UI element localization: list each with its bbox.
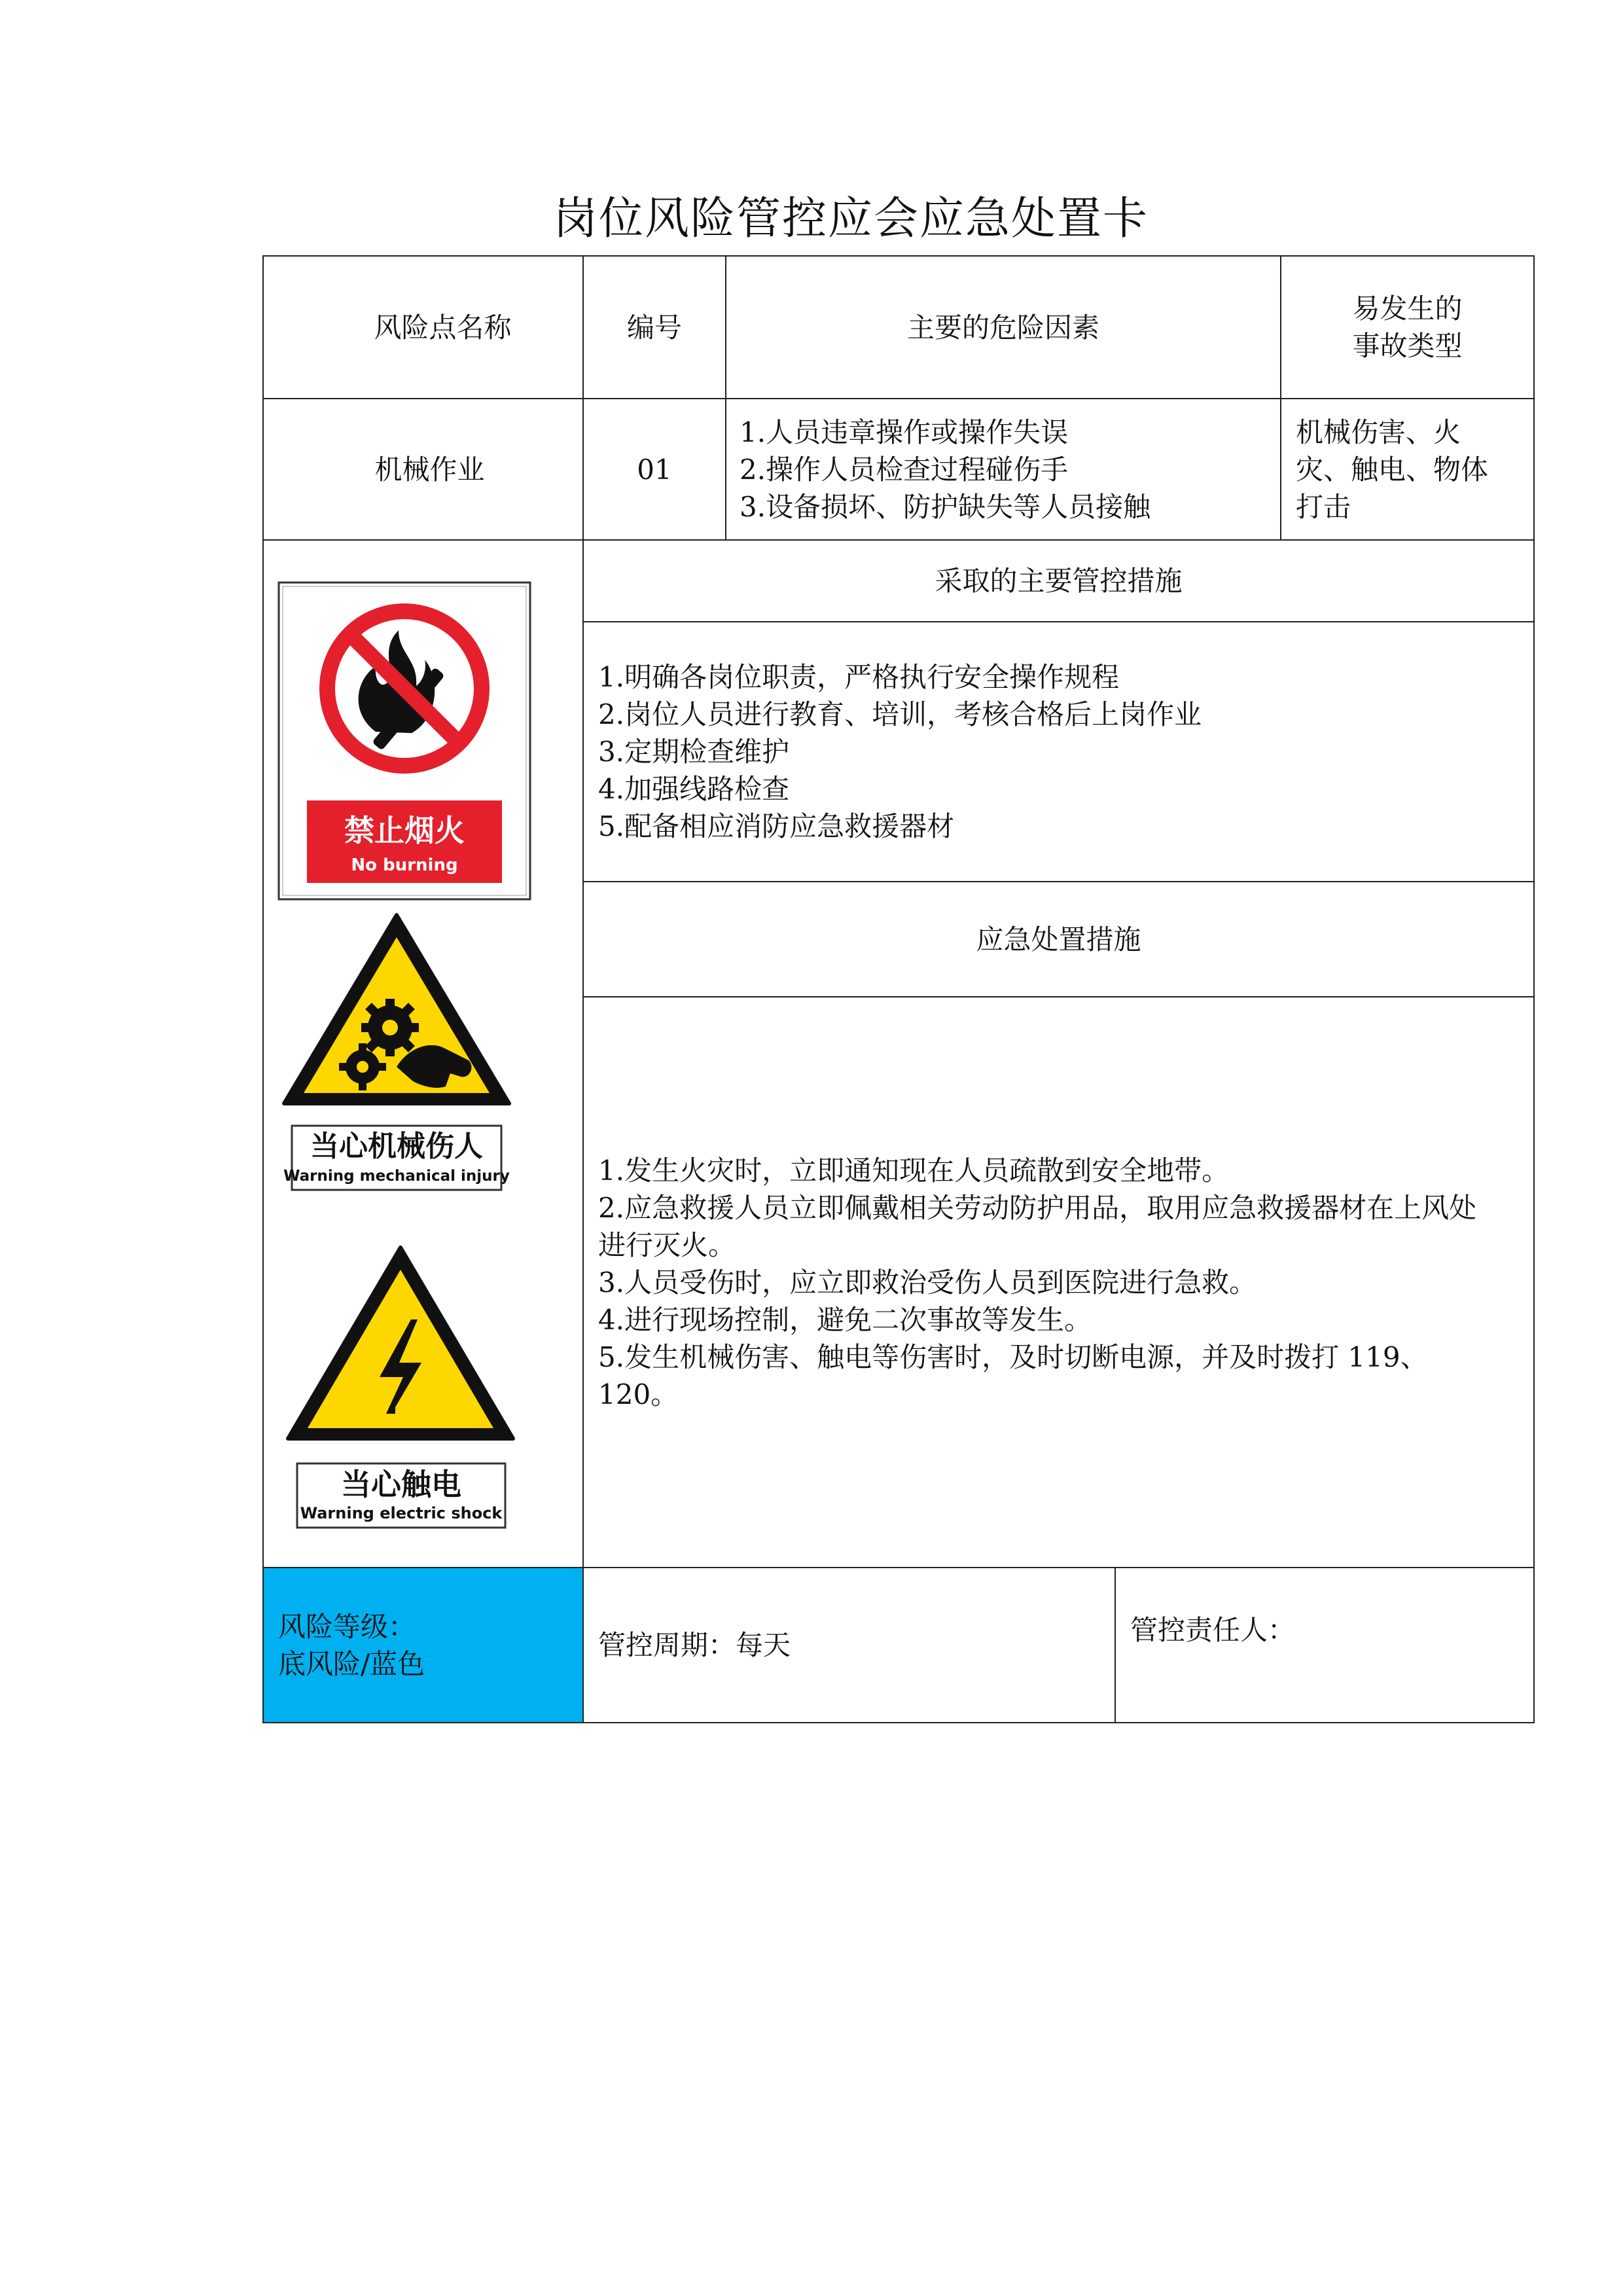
header-accident-type bbox=[1281, 257, 1533, 398]
header-risk-point-name: 风险点名称 bbox=[374, 311, 512, 344]
emergency-item: 5.发生机械伤害、触电等伤害时，及时切断电源，并及时拨打 119、 bbox=[598, 1340, 1428, 1373]
electric-shock-sign bbox=[283, 1242, 518, 1535]
header-accident-type-line: 易发生的 bbox=[1352, 293, 1463, 325]
emergency-item: 3.人员受伤时，应立即救治受伤人员到医院进行急救。 bbox=[598, 1266, 1257, 1299]
control-item: 5.配备相应消防应急救援器材 bbox=[598, 810, 955, 842]
card-title: 岗位风险管控应会应急处置卡 bbox=[552, 193, 1149, 245]
header-number: 编号 bbox=[626, 311, 682, 344]
hazard-item: 1.人员违章操作或操作失误 bbox=[740, 416, 1069, 448]
accident-type-line: 机械伤害、火 bbox=[1296, 416, 1461, 448]
emergency-heading: 应急处置措施 bbox=[976, 923, 1141, 956]
emergency-item: 4.进行现场控制，避免二次事故等发生。 bbox=[598, 1303, 1092, 1336]
emergency-item: 2.应急救援人员立即佩戴相关劳动防护用品，取用应急救援器材在上风处 bbox=[598, 1191, 1477, 1224]
hazards-list bbox=[726, 399, 1280, 539]
no-burning-sign bbox=[277, 581, 531, 901]
mechanical-injury-en: Warning mechanical injury bbox=[283, 1168, 510, 1185]
header-main-hazards: 主要的危险因素 bbox=[906, 311, 1099, 344]
control-list bbox=[584, 622, 1533, 881]
emergency-item: 1.发生火灾时，立即通知现在人员疏散到安全地带。 bbox=[598, 1154, 1230, 1187]
risk-level-value: 底风险/蓝色 bbox=[278, 1647, 425, 1680]
control-item: 4.加强线路检查 bbox=[598, 773, 790, 805]
gear-hand-icon bbox=[284, 915, 509, 1103]
risk-point-value: 机械作业 bbox=[374, 453, 485, 486]
number-value: 01 bbox=[637, 453, 672, 486]
control-cycle: 管控周期：每天 bbox=[598, 1629, 791, 1661]
emergency-item: 进行灭火。 bbox=[598, 1229, 736, 1261]
electric-shock-cn: 当心触电 bbox=[341, 1467, 461, 1502]
accident-type-line: 打击 bbox=[1296, 490, 1351, 523]
no-burning-icon bbox=[327, 611, 482, 766]
no-burning-en: No burning bbox=[351, 855, 458, 875]
emergency-list bbox=[584, 997, 1533, 1567]
control-item: 1.明确各岗位职责，严格执行安全操作规程 bbox=[598, 661, 1120, 693]
emergency-item: 120。 bbox=[598, 1378, 679, 1410]
mechanical-injury-cn: 当心机械伤人 bbox=[310, 1130, 483, 1163]
no-burning-cn: 禁止烟火 bbox=[344, 813, 465, 848]
electric-shock-en: Warning electric shock bbox=[300, 1504, 503, 1522]
accident-type-line: 灾、触电、物体 bbox=[1296, 453, 1489, 486]
control-item: 2.岗位人员进行教育、培训，考核合格后上岗作业 bbox=[598, 698, 1202, 730]
risk-level-label: 风险等级： bbox=[278, 1610, 416, 1643]
header-accident-type-line: 事故类型 bbox=[1352, 330, 1463, 362]
control-item: 3.定期检查维护 bbox=[598, 736, 790, 768]
mechanical-injury-sign bbox=[279, 910, 514, 1198]
hazard-item: 3.设备损坏、防护缺失等人员接触 bbox=[740, 490, 1151, 523]
lightning-icon bbox=[288, 1247, 513, 1439]
control-heading: 采取的主要管控措施 bbox=[935, 565, 1183, 597]
responsible-person: 管控责任人： bbox=[1130, 1614, 1296, 1646]
accident-types bbox=[1281, 399, 1533, 539]
hazard-item: 2.操作人员检查过程碰伤手 bbox=[740, 453, 1069, 486]
risk-level-cell bbox=[264, 1568, 582, 1722]
